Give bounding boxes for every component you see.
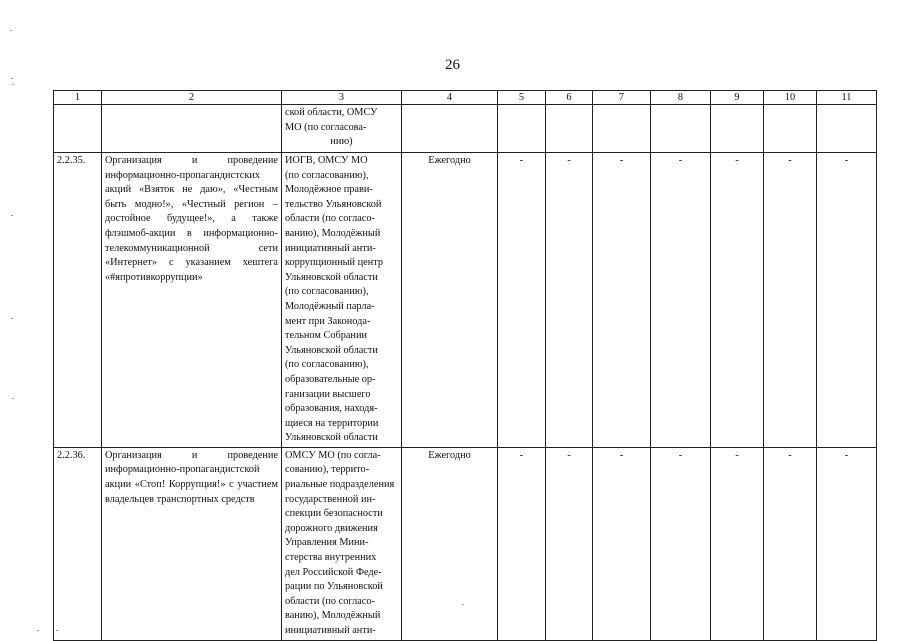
executor-line: образовательные ор- xyxy=(285,373,376,385)
item-executors xyxy=(282,447,402,640)
item-period: Ежегодно xyxy=(402,153,498,448)
scan-speck xyxy=(11,318,13,319)
column-header: 2 xyxy=(102,91,282,105)
scan-speck xyxy=(56,630,58,631)
item-number: 2.2.35. xyxy=(54,153,102,448)
executor-line: стерства внутренних xyxy=(285,552,377,564)
executor-line: нию) xyxy=(330,136,353,148)
value-cell: - xyxy=(817,153,877,448)
executor-line: инициативный анти- xyxy=(285,242,376,254)
item-title: Организация и проведение информационно-пропагандистской акции «Стоп! Коррупция!» с участием владельцев транспортных средств xyxy=(102,447,282,640)
value-cell: - xyxy=(817,447,877,640)
executor-line: коррупционный центр xyxy=(285,257,384,269)
executor-line: щиеся на территории xyxy=(285,417,379,429)
value-cell: - xyxy=(651,447,711,640)
value-cell: - xyxy=(546,153,593,448)
executor-line: ОМСУ МО (по согла- xyxy=(285,449,381,461)
item-period xyxy=(402,105,498,153)
table-row xyxy=(54,105,877,153)
executor-line: сованию), террито- xyxy=(285,464,370,476)
executor-line: спекции безопасности xyxy=(285,508,383,520)
value-cell: - xyxy=(764,447,817,640)
item-executors xyxy=(282,105,402,153)
value-cell xyxy=(651,105,711,153)
column-header: 6 xyxy=(546,91,593,105)
scan-speck xyxy=(10,30,12,31)
executor-line: ИОГВ, ОМСУ МО xyxy=(285,155,368,166)
executor-line: ванию), Молодёжный xyxy=(285,610,381,622)
value-cell xyxy=(764,105,817,153)
scan-speck xyxy=(12,84,14,85)
column-header: 11 xyxy=(817,91,877,105)
executor-line: МО (по согласова- xyxy=(285,121,367,133)
value-cell: - xyxy=(711,447,764,640)
executor-line: образования, находя- xyxy=(285,403,378,415)
item-period: Ежегодно xyxy=(402,447,498,640)
scan-speck xyxy=(462,604,464,605)
scan-speck xyxy=(11,215,13,216)
item-number xyxy=(54,105,102,153)
item-number: 2.2.36. xyxy=(54,447,102,640)
executor-line: ванию), Молодёжный xyxy=(285,227,381,239)
executor-line: инициативный анти- xyxy=(285,625,376,636)
value-cell: - xyxy=(593,153,651,448)
table-row xyxy=(54,153,877,448)
column-header: 5 xyxy=(498,91,546,105)
value-cell xyxy=(711,105,764,153)
executor-line: Ульяновской области xyxy=(285,271,378,283)
value-cell: - xyxy=(498,447,546,640)
executor-line: Молодёжный парла- xyxy=(285,300,375,312)
executor-line: Молодёжное прави- xyxy=(285,184,373,196)
executor-line: риальные подразделения xyxy=(285,479,395,491)
value-cell: - xyxy=(651,153,711,448)
plan-table xyxy=(53,90,877,641)
table-row xyxy=(54,447,877,640)
executor-line: (по согласованию), xyxy=(285,169,369,181)
column-header: 10 xyxy=(764,91,817,105)
column-header: 8 xyxy=(651,91,711,105)
value-cell: - xyxy=(546,447,593,640)
executor-line: тельство Ульяновской xyxy=(285,198,382,210)
value-cell: - xyxy=(593,447,651,640)
executor-line: мент при Законода- xyxy=(285,315,371,327)
value-cell: - xyxy=(764,153,817,448)
executor-line: (по согласованию), xyxy=(285,359,369,371)
executor-line: ганизации высшего xyxy=(285,388,371,400)
executor-line: ской области, ОМСУ xyxy=(285,107,378,118)
item-title xyxy=(102,105,282,153)
executor-line: дел Российской Феде- xyxy=(285,566,382,578)
item-title: Организация и проведение информационно-пропагандистских акций «Взяток не даю», «Честным быть модно!», «Честный регион – достойное будущее!», а также флэшмоб-акции в информационно-телекоммуникационной сети «Интернет» с указанием хештега «#япротивкоррупции» xyxy=(102,153,282,448)
executor-line: Управления Мини- xyxy=(285,537,369,549)
column-header: 9 xyxy=(711,91,764,105)
executor-line: (по согласованию), xyxy=(285,286,369,298)
executor-line: Ульяновской области xyxy=(285,432,378,444)
executor-line: области (по согласо- xyxy=(285,595,375,607)
page-number: 26 xyxy=(445,57,460,73)
scan-speck xyxy=(12,398,14,399)
value-cell xyxy=(498,105,546,153)
value-cell: - xyxy=(711,153,764,448)
value-cell xyxy=(817,105,877,153)
column-number-row xyxy=(54,91,877,105)
executor-line: области (по согласо- xyxy=(285,213,375,225)
executor-line: Ульяновской области xyxy=(285,344,378,356)
item-executors xyxy=(282,153,402,448)
executor-line: государственной ин- xyxy=(285,493,376,505)
scan-speck xyxy=(11,78,13,79)
column-header: 7 xyxy=(593,91,651,105)
executor-line: тельном Собрании xyxy=(285,330,367,342)
executor-line: дорожного движения xyxy=(285,522,378,534)
executor-line: рации по Ульяновской xyxy=(285,581,383,593)
column-header: 1 xyxy=(54,91,102,105)
value-cell: - xyxy=(498,153,546,448)
scan-speck xyxy=(37,630,39,631)
value-cell xyxy=(546,105,593,153)
value-cell xyxy=(593,105,651,153)
column-header: 4 xyxy=(402,91,498,105)
column-header: 3 xyxy=(282,91,402,105)
